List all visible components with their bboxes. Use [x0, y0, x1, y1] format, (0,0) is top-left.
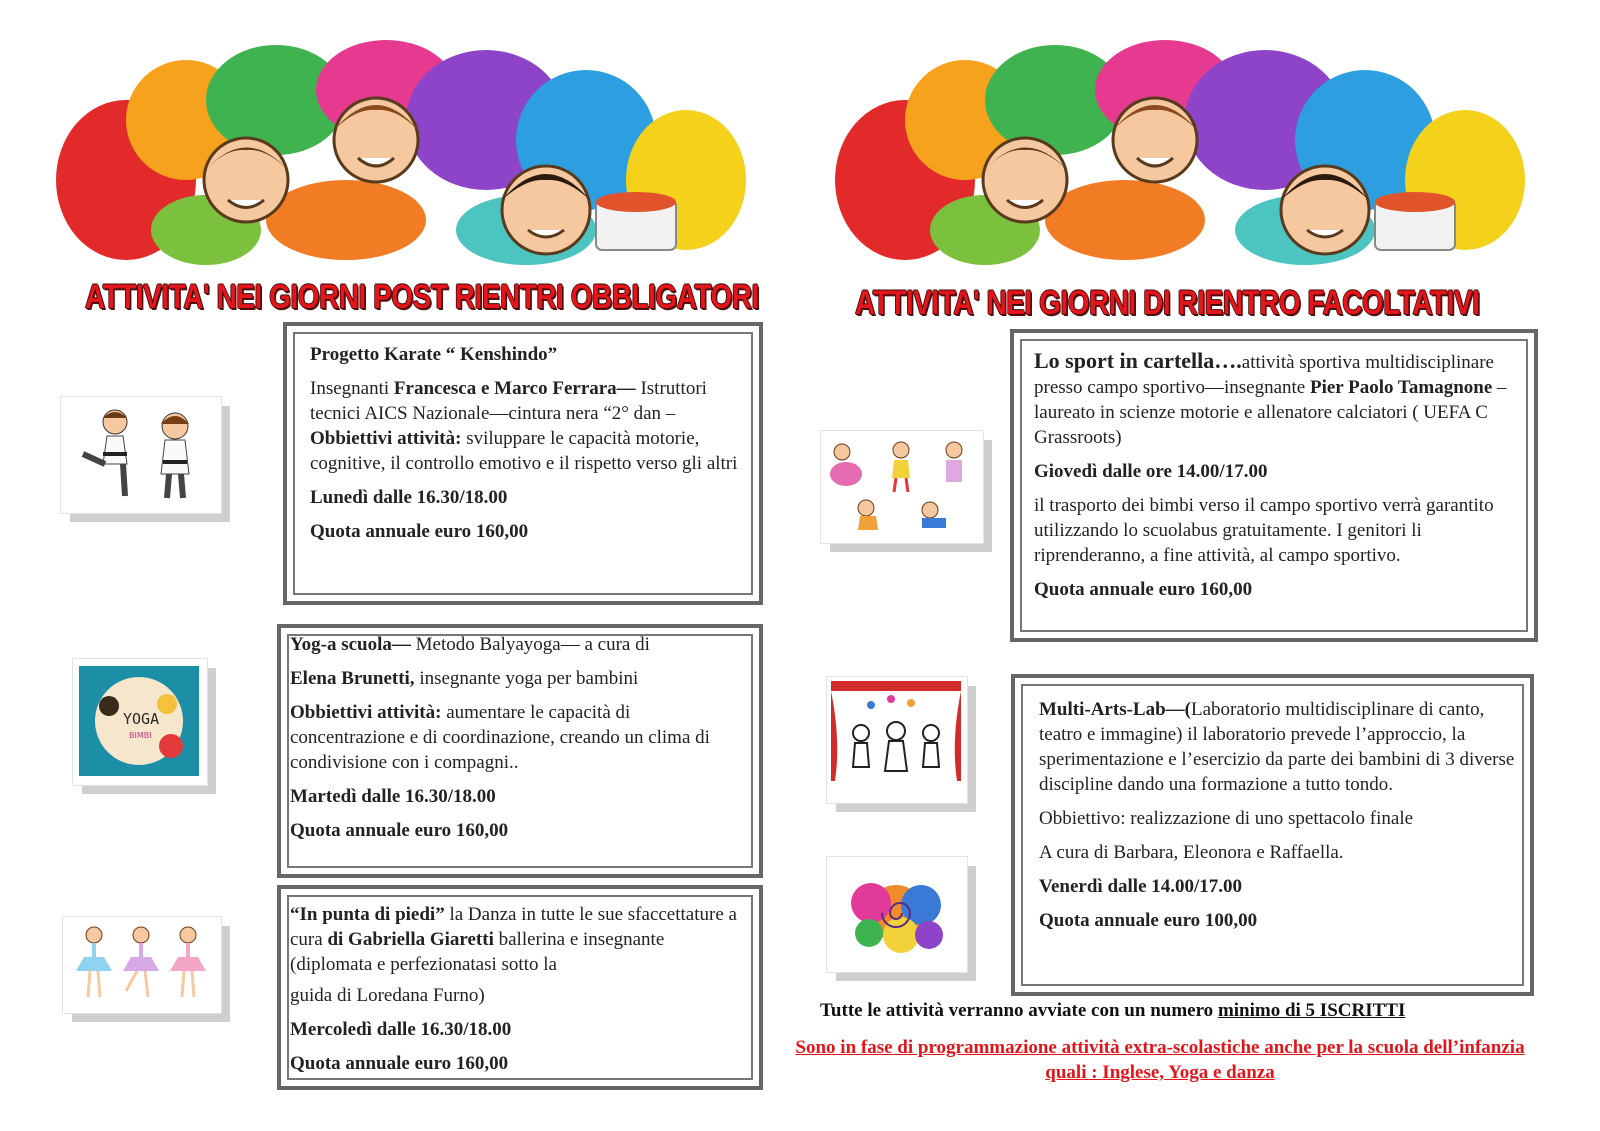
yoga-text: [290, 632, 750, 852]
dance-illustration: [62, 916, 230, 1022]
yoga-objectives-label: Obbiettivi attività:: [290, 702, 442, 723]
yoga-image-title: YOGA: [123, 710, 160, 728]
notice-minimum-enrollment: minimo di 5 ISCRITTI: [1217, 1000, 1406, 1021]
yoga-illustration: [72, 658, 216, 794]
arts-schedule: Venerdì dalle 14.00/17.00: [1039, 876, 1243, 897]
dance-fee: Quota annuale euro 160,00: [290, 1053, 509, 1074]
yoga-heading-rest: Metodo Balyayoga— a cura di: [410, 634, 650, 655]
dance-teacher-desc: ballerina e insegnante (diplomata e perfezionatasi sotto la: [290, 929, 665, 975]
minimum-enrollment-notice: [820, 1000, 1405, 1022]
sport-fee: Quota annuale euro 160,00: [1034, 579, 1253, 600]
arts-heading: Multi-Arts-Lab—(: [1039, 699, 1191, 720]
arts-care: A cura di Barbara, Eleonora e Raffaella.: [1039, 842, 1344, 863]
notice-prefix: Tutte le attività verranno avviate con un numero: [820, 1000, 1218, 1021]
dance-teacher-name: di Gabriella Giaretti: [327, 929, 494, 950]
sport-text: [1034, 348, 1516, 611]
dance-heading: “In punta di piedi”: [290, 904, 445, 925]
yoga-objectives-text: aumentare le capacità di concentrazione e di coordinazione, creando un clima di condivisione con i compagni..: [290, 702, 710, 773]
karate-teachers-label: Insegnanti: [310, 378, 394, 399]
arts-objective: Obbiettivo: realizzazione di uno spettacolo finale: [1039, 808, 1414, 829]
theatre-illustration: [826, 676, 976, 812]
sport-schedule: Giovedì dalle ore 14.00/17.00: [1034, 461, 1268, 482]
dance-heading-rest: la Danza in tutte le sue sfaccettature a cura: [290, 904, 737, 950]
karate-objectives-label: Obbiettivi attività:: [310, 428, 462, 449]
sport-transport: il trasporto dei bimbi verso il campo sportivo verrà garantito utilizzando lo scuolabus gratuitamente. I genitori li riprenderanno, a fine attività, al campo sportivo.: [1034, 495, 1494, 566]
sport-teacher-name: Pier Paolo Tamagnone: [1309, 377, 1493, 398]
yoga-heading: Yog-a scuola—: [290, 634, 411, 655]
paint-splash-illustration: [826, 856, 976, 981]
left-section-title: ATTIVITA' NEI GIORNI POST RIENTRI OBBLIGATORI: [85, 278, 759, 316]
dance-schedule: Mercoledì dalle 16.30/18.00: [290, 1019, 512, 1040]
arts-fee: Quota annuale euro 100,00: [1039, 910, 1258, 931]
dance-teacher-desc-2: guida di Loredana Furno): [290, 985, 485, 1006]
sport-illustration: [820, 430, 992, 552]
karate-teachers-desc: Istruttori tecnici AICS Nazionale—cintura nera “2° dan –: [310, 378, 707, 424]
yoga-fee: Quota annuale euro 160,00: [290, 820, 509, 841]
karate-text: [310, 342, 740, 553]
karate-objectives-text: sviluppare le capacità motorie, cognitive, il controllo emotivo e il rispetto verso gli altri: [310, 428, 738, 474]
right-section-title: ATTIVITA' NEI GIORNI DI RIENTRO FACOLTATIVI: [855, 284, 1480, 322]
yoga-image-subtitle: BIMBI: [129, 731, 152, 740]
infant-school-notice: Sono in fase di programmazione attività extra-scolastiche anche per la scuola dell’infanzia quali : Inglese, Yoga e danza: [795, 1037, 1525, 1083]
arts-text: [1039, 697, 1525, 942]
karate-fee: Quota annuale euro 160,00: [310, 521, 529, 542]
sport-teacher-desc: –laureato in scienze motorie e allenatore calciatori ( UEFA C Grassroots): [1034, 377, 1507, 448]
karate-heading: Progetto Karate “ Kenshindo”: [310, 344, 558, 365]
sport-heading-rest: attività sportiva multidisciplinare presso campo sportivo—insegnante: [1034, 352, 1494, 398]
left-banner-image: [46, 30, 754, 276]
yoga-schedule: Martedì dalle 16.30/18.00: [290, 786, 496, 807]
yoga-teacher-name: Elena Brunetti,: [290, 668, 415, 689]
right-banner-image: [825, 30, 1533, 276]
arts-heading-rest: Laboratorio multidisciplinare di canto, teatro e immagine) il laboratorio prevede l’approccio, la sperimentazione e l’esercizio da parte dei bambini di 3 diverse discipline dando una formazione a tutto tondo.: [1039, 699, 1515, 795]
yoga-teacher-desc: insegnante yoga per bambini: [414, 668, 639, 689]
sport-heading: Lo sport in cartella….: [1034, 348, 1242, 373]
karate-schedule: Lunedì dalle 16.30/18.00: [310, 487, 508, 508]
karate-teachers-names: Francesca e Marco Ferrara—: [393, 378, 636, 399]
dance-text: [290, 902, 740, 1085]
karate-illustration: [60, 396, 230, 522]
